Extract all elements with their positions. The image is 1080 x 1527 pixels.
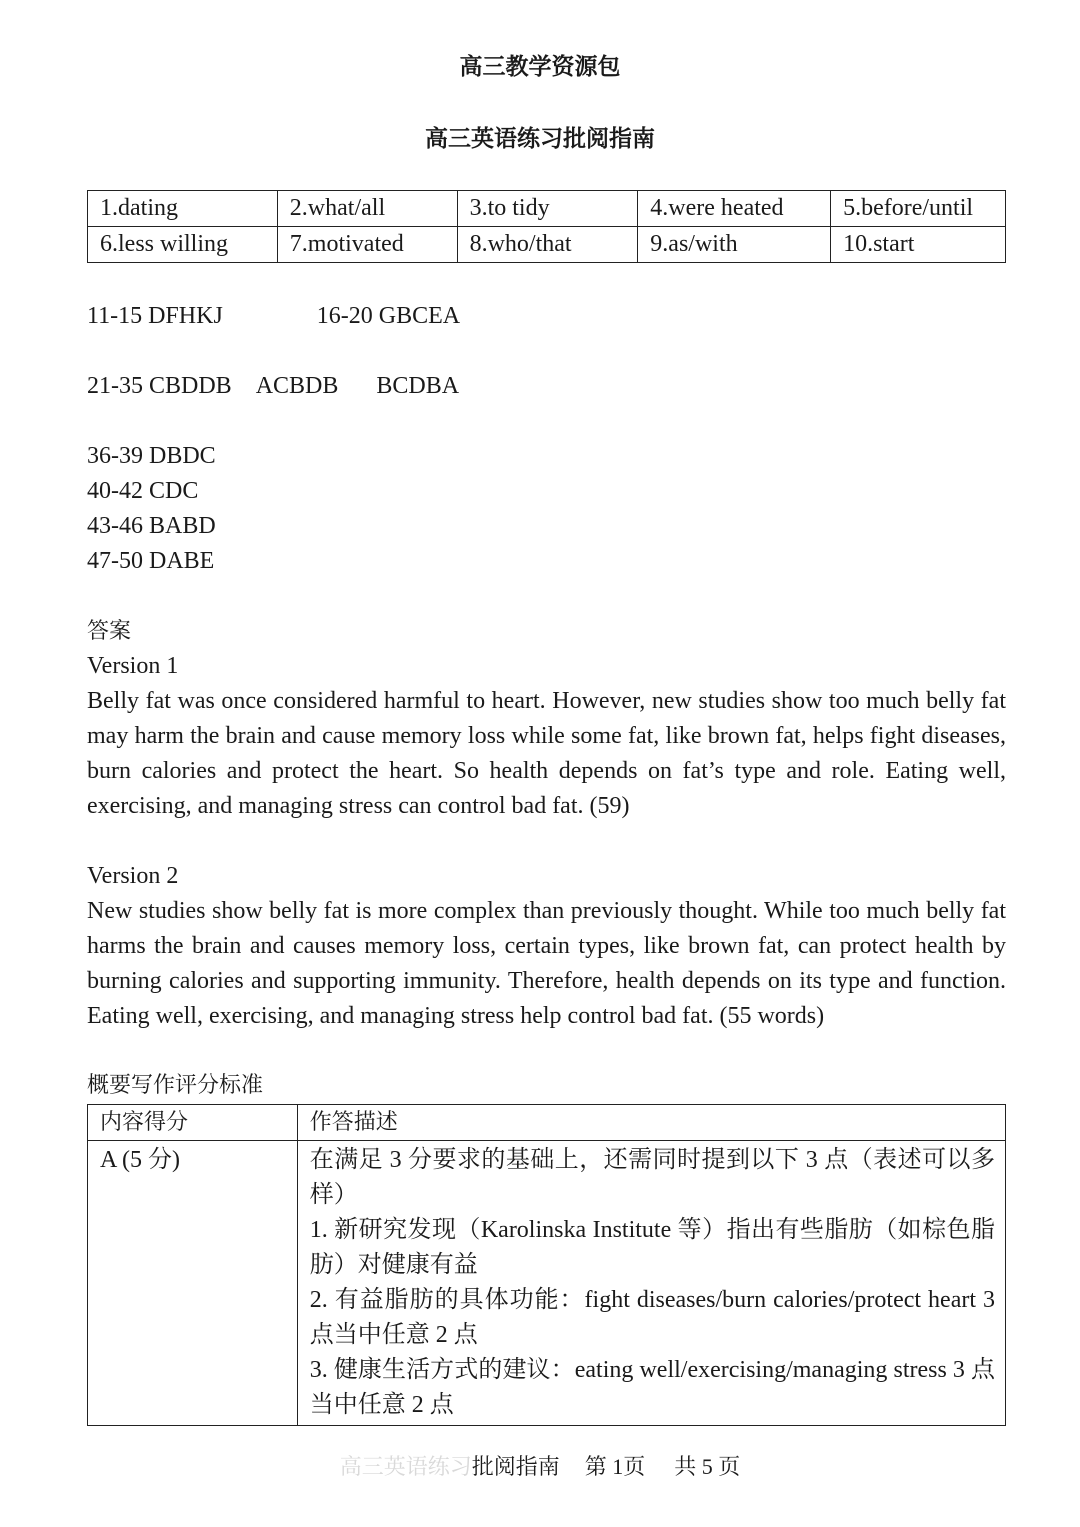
answer-cell: 10.start <box>831 227 1006 263</box>
answer-line: ACBDB <box>255 373 339 399</box>
footer-page-number: 第 1页 <box>584 1454 646 1479</box>
rubric-description <box>297 1141 1005 1426</box>
table-row <box>88 1141 1006 1426</box>
answer-line: 16-20 GBCEA <box>316 303 461 329</box>
answer-cell: 3.to tidy <box>457 191 638 227</box>
answer-cell: 5.before/until <box>831 191 1006 227</box>
answer-cell: 7.motivated <box>277 227 457 263</box>
page-footer <box>0 1451 1080 1484</box>
answer-cell: 9.as/with <box>638 227 831 263</box>
answer-table <box>87 190 1006 263</box>
answer-line: 11-15 DFHKJ <box>87 303 223 329</box>
footer-faint-text: 高三英语练习 <box>339 1455 472 1480</box>
version-1-label: Version 1 <box>87 653 179 679</box>
answer-cell: 4.were heated <box>638 191 831 227</box>
answer-line: 40-42 CDC <box>87 478 199 504</box>
answer-line: 36-39 DBDC <box>87 443 216 469</box>
rubric-title: 概要写作评分标准 <box>87 1073 264 1098</box>
rubric-line: 在满足 3 分要求的基础上，还需同时提到以下 3 点（表述可以多样） <box>309 1147 995 1208</box>
version-1-text: Belly fat was once considered harmful to heart. However, new studies show too much belly fat may harm the brain and cause memory loss while some fat, like brown fat, helps fight diseases, burn calories and protect the heart. So health depends on fat’s type and role. Eating well, exercising, and managing stress can control bad fat. (59) <box>87 688 1006 819</box>
rubric-score <box>88 1141 298 1426</box>
version-2-label: Version 2 <box>87 863 179 889</box>
document-title: 高三英语练习批阅指南 <box>425 126 655 152</box>
answer-line: 43-46 BABD <box>87 513 216 539</box>
rubric-score-value: A (5 分) <box>100 1147 180 1173</box>
version-2-text: New studies show belly fat is more complex than previously thought. While too much belly fat harms the brain and causes memory loss, certain types, like brown fat, can protect health by burning calories and supporting immunity. Therefore, health depends on its type and function. Eating well, exercising, and managing stress help control bad fat. (55 words) <box>87 898 1006 1029</box>
answers-11-20 <box>87 299 460 334</box>
table-row <box>88 1105 1006 1141</box>
answers-21-35 <box>87 369 459 404</box>
footer-total-pages: 共 5 页 <box>674 1454 741 1479</box>
answer-cell: 1.dating <box>88 191 278 227</box>
footer-title: 批阅指南 <box>471 1455 560 1480</box>
rubric-line: 3. 健康生活方式的建议：eating well/exercising/managing stress 3 点当中任意 2 点 <box>309 1357 995 1418</box>
rubric-header-desc: 作答描述 <box>297 1105 1005 1141</box>
rubric-line: 2. 有益脂肪的具体功能：fight diseases/burn calories/protect heart 3 点当中任意 2 点 <box>309 1287 995 1348</box>
answer-line: BCDBA <box>376 373 460 399</box>
answer-cell: 8.who/that <box>457 227 638 263</box>
table-row <box>88 227 1006 263</box>
page-header: 高三教学资源包 <box>459 54 621 80</box>
answer-cell: 6.less willing <box>88 227 278 263</box>
rubric-header-score: 内容得分 <box>88 1105 298 1141</box>
table-row <box>88 191 1006 227</box>
answer-cell: 2.what/all <box>277 191 457 227</box>
section-heading: 答案 <box>87 619 132 644</box>
rubric-line: 1. 新研究发现（Karolinska Institute 等）指出有些脂肪（如棕色脂肪）对健康有益 <box>309 1217 995 1278</box>
answer-line: 21-35 CBDDB <box>87 373 232 399</box>
answer-line: 47-50 DABE <box>87 548 215 574</box>
rubric-table <box>87 1104 1006 1426</box>
